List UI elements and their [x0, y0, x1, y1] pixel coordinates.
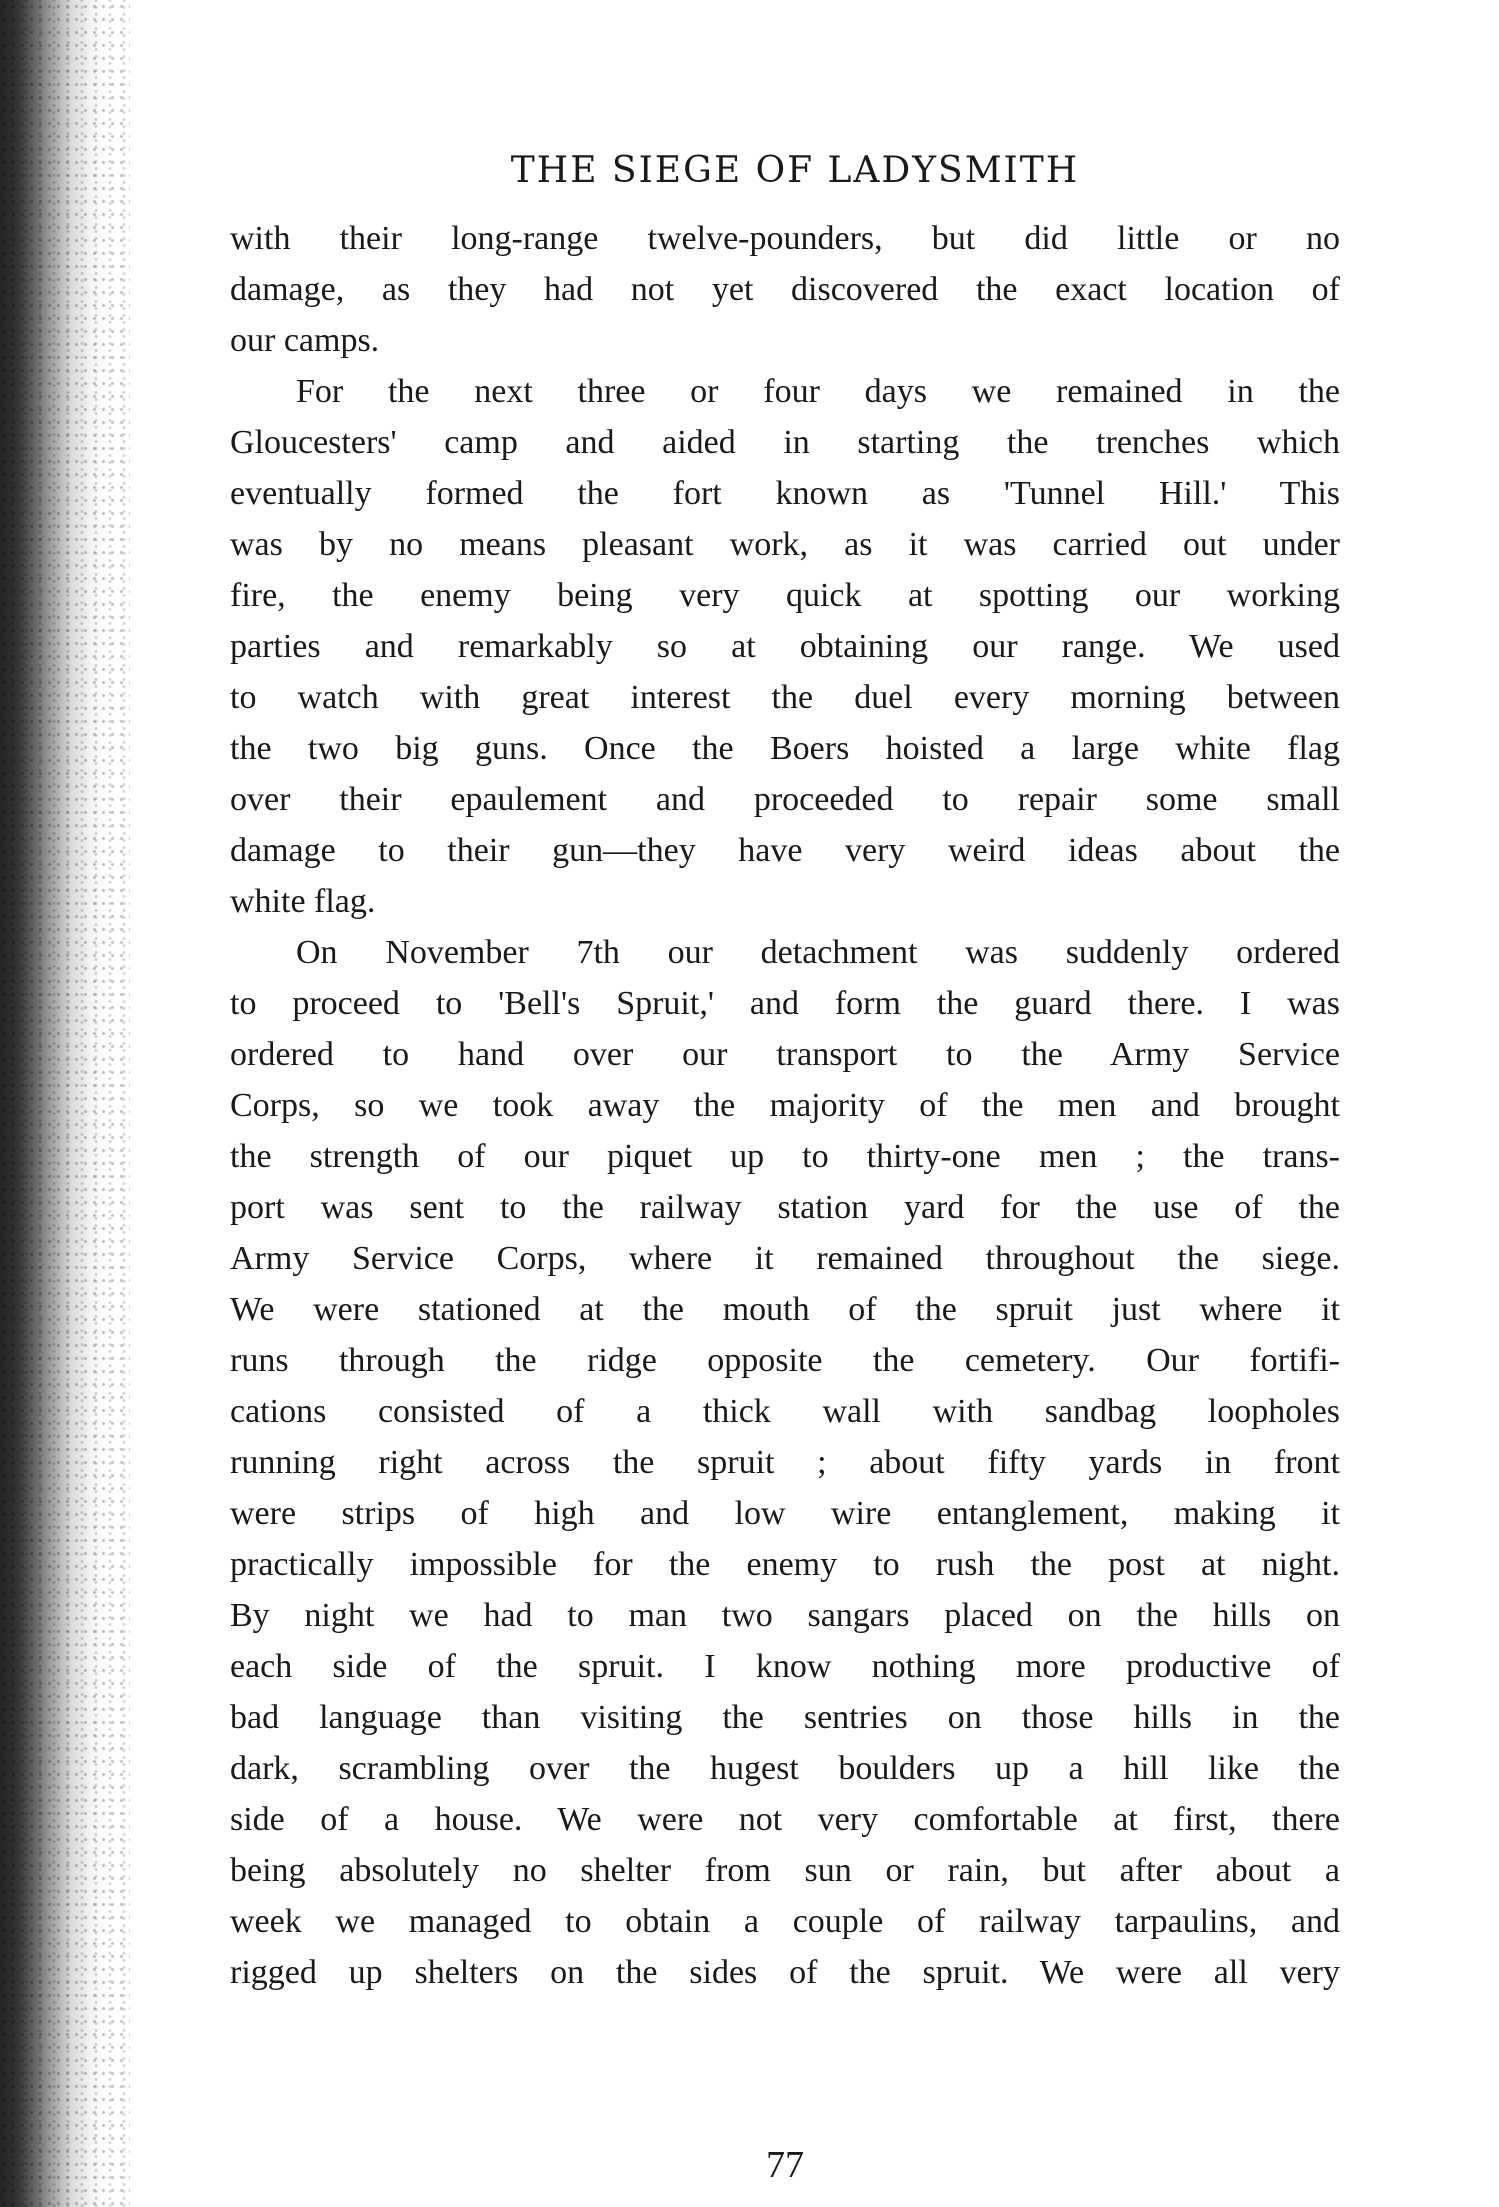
text-line: over their epaulement and proceeded to repair some small [230, 781, 1340, 818]
text-line: parties and remarkably so at obtaining our range. We used [230, 628, 1340, 665]
text-line: fire, the enemy being very quick at spotting our working [230, 577, 1340, 614]
text-line: port was sent to the railway station yard for the use of the [230, 1189, 1340, 1226]
text-line: white flag. [230, 883, 376, 920]
text-line: running right across the spruit ; about fifty yards in front [230, 1444, 1340, 1481]
text-line: bad language than visiting the sentries on those hills in the [230, 1699, 1340, 1736]
text-line: For the next three or four days we remained in the [296, 373, 1340, 410]
text-line: On November 7th our detachment was suddenly ordered [296, 934, 1340, 971]
text-line: week we managed to obtain a couple of railway tarpaulins, and [230, 1903, 1340, 1940]
text-line: practically impossible for the enemy to rush the post at night. [230, 1546, 1340, 1583]
running-head: THE SIEGE OF LADYSMITH [510, 150, 1080, 191]
text-line: Gloucesters' camp and aided in starting the trenches which [230, 424, 1340, 461]
text-line: ordered to hand over our transport to the Army Service [230, 1036, 1340, 1073]
text-line: our camps. [230, 322, 380, 359]
text-line: cations consisted of a thick wall with sandbag loopholes [230, 1393, 1340, 1430]
text-line: to watch with great interest the duel every morning between [230, 679, 1340, 716]
text-line: Army Service Corps, where it remained throughout the siege. [230, 1240, 1340, 1277]
book-page [230, 150, 1340, 2186]
text-line: the strength of our piquet up to thirty-one men ; the trans- [230, 1138, 1340, 1175]
text-line: Corps, so we took away the majority of the men and brought [230, 1087, 1340, 1124]
text-line: By night we had to man two sangars placed on the hills on [230, 1597, 1340, 1634]
body-text [230, 213, 1340, 1998]
text-line: damage to their gun—they have very weird ideas about the [230, 832, 1340, 869]
text-line: was by no means pleasant work, as it was carried out under [230, 526, 1340, 563]
text-line: eventually formed the fort known as 'Tunnel Hill.' This [230, 475, 1340, 512]
text-line: We were stationed at the mouth of the spruit just where it [230, 1291, 1340, 1328]
page-number: 77 [766, 2144, 804, 2186]
text-line: damage, as they had not yet discovered the exact location of [230, 271, 1340, 308]
text-line: to proceed to 'Bell's Spruit,' and form the guard there. I was [230, 985, 1340, 1022]
text-line: being absolutely no shelter from sun or rain, but after about a [230, 1852, 1340, 1889]
text-line: rigged up shelters on the sides of the spruit. We were all very [230, 1954, 1340, 1991]
text-line: side of a house. We were not very comfortable at first, there [230, 1801, 1340, 1838]
text-line: the two big guns. Once the Boers hoisted a large white flag [230, 730, 1340, 767]
text-line: dark, scrambling over the hugest boulders up a hill like the [230, 1750, 1340, 1787]
text-line: each side of the spruit. I know nothing more productive of [230, 1648, 1340, 1685]
text-line: with their long-range twelve-pounders, but did little or no [230, 220, 1340, 257]
text-line: runs through the ridge opposite the cemetery. Our fortifi- [230, 1342, 1340, 1379]
text-line: were strips of high and low wire entanglement, making it [230, 1495, 1340, 1532]
scan-noise-speckle [0, 0, 130, 2207]
